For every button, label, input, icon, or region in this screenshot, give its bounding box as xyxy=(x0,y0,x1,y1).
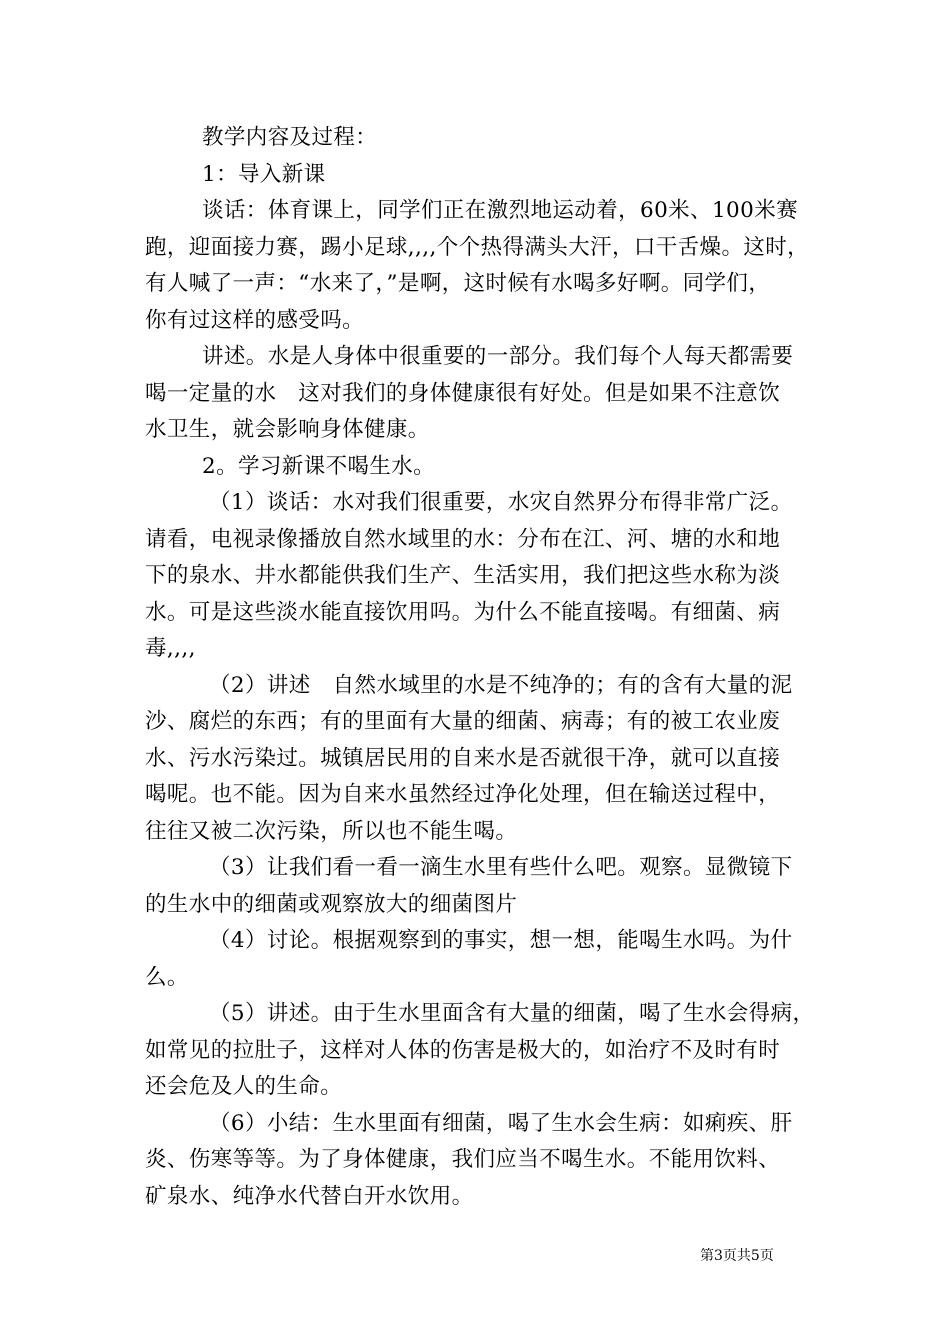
paragraph-narrate-1: 讲述。水是人身体中很重要的一部分。我们每个人每天都需要 喝一定量的水 这对我们的身体健康很有好处。但是如果不注意饮 水卫生，就会影响身体健康。 xyxy=(145,344,794,442)
list-item-1: （1）谈话：水对我们很重要，水灾自然界分布得非常广泛。 请看，电视录像播放自然水域里的水：分布在江、河、塘的水和地 下的泉水、井水都能供我们生产、生活实用，我们把这些水称为淡 水。可是这些淡水能直接饮用吗。为什么不能直接喝。有细菌、病 毒,,,, xyxy=(145,490,793,661)
list-item-2: （2）讲述 自然水域里的水是不纯净的；有的含有大量的泥 沙、腐烂的东西；有的里面有大量的细菌、病毒；有的被工农业废 水、污水污染过。城镇居民用的自来水是否就很干净，就可以直接 喝呢。也不能。因为自来水虽然经过净化处理，但在输送过程中， 往往又被二次污染，所以也不能生喝。 xyxy=(145,672,793,844)
paragraph-talk-1: 谈话：体育课上，同学们正在激烈地运动着，60米、100米赛 跑，迎面接力赛，踢小足球,,,,个个热得满头大汗，口干舌燥。这时， 有人喊了一声：“水来了，”是啊，这时候有水喝多好啊。同学们， 你有过这样的感受吗。 xyxy=(145,198,810,333)
section-title-1: 1：导入新课 xyxy=(202,161,326,187)
section-title-2: 2。学习新课不喝生水。 xyxy=(202,453,436,479)
document-body xyxy=(145,120,815,1215)
heading: 教学内容及过程： xyxy=(202,125,378,150)
list-item-4: （4）讨论。根据观察到的事实，想一想，能喝生水吗。为什 么。 xyxy=(145,928,793,990)
list-item-3: （3）让我们看一看一滴生水里有些什么吧。观察。显微镜下 的生水中的细菌或观察放大的细菌图片 xyxy=(145,855,793,917)
page-number: 第3页共5页 xyxy=(700,1248,774,1264)
list-item-5: （5）讲述。由于生水里面含有大量的细菌，喝了生水会得病， 如常见的拉肚子，这样对人体的伤害是极大的，如治疗不及时有时 还会危及人的生命。 xyxy=(145,1001,815,1099)
list-item-6: （6）小结：生水里面有细菌，喝了生水会生病：如痢疾、肝 炎、伤寒等等。为了身体健康，我们应当不喝生水。不能用饮料、 矿泉水、纯净水代替白开水饮用。 xyxy=(145,1110,793,1209)
